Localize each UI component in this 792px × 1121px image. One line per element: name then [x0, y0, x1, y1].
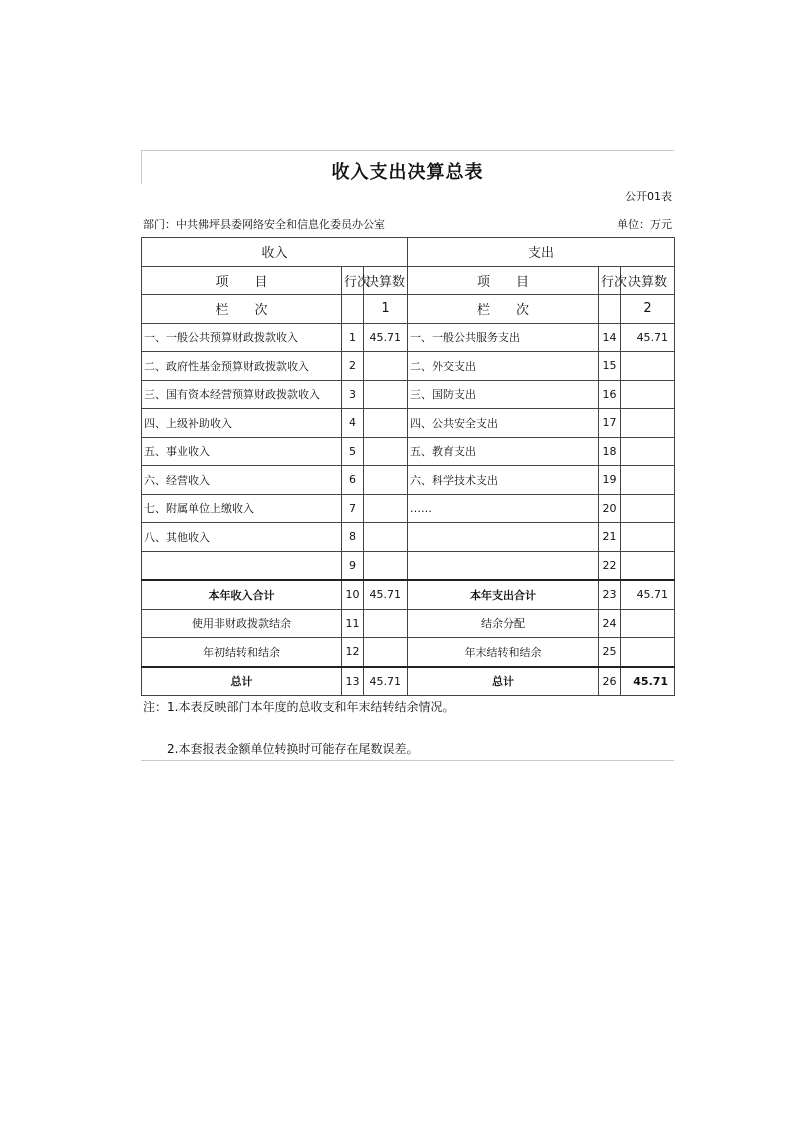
expense-item-cell: [408, 523, 599, 552]
expense-item-header: 项 目: [408, 266, 599, 295]
income-line-cell: 6: [342, 466, 364, 495]
income-item-cell: 三、国有资本经营预算财政拨款收入: [142, 380, 342, 409]
expense-amount-cell: [621, 409, 675, 438]
expense-line-cell: 20: [599, 494, 621, 523]
income-amount-cell: [364, 409, 408, 438]
summary-table: [141, 237, 675, 696]
income-line-cell: 3: [342, 380, 364, 409]
expense-line-cell: 26: [599, 667, 621, 696]
expense-column-label: 栏 次: [408, 295, 599, 324]
expense-amount-cell: [621, 609, 675, 638]
income-amount-cell: 45.71: [364, 667, 408, 696]
note-2: 2.本套报表金额单位转换时可能存在尾数误差。: [167, 742, 419, 756]
expense-line-cell: 15: [599, 352, 621, 381]
income-amount-cell: [364, 523, 408, 552]
expense-line-cell: 18: [599, 437, 621, 466]
expense-item-cell: 一、一般公共服务支出: [408, 323, 599, 352]
income-amount-cell: [364, 551, 408, 580]
top-border: [141, 150, 674, 151]
note-1: 注：1.本表反映部门本年度的总收支和年末结转结余情况。: [143, 700, 455, 714]
table-row: [142, 580, 675, 609]
income-amount-cell: 45.71: [364, 580, 408, 609]
expense-line-cell: 21: [599, 523, 621, 552]
expense-line-cell: 17: [599, 409, 621, 438]
income-line-cell: 9: [342, 551, 364, 580]
income-line-cell: 13: [342, 667, 364, 696]
expense-item-cell: 本年支出合计: [408, 580, 599, 609]
income-line-cell: 12: [342, 638, 364, 667]
table-row: [142, 667, 675, 696]
expense-amount-header: 决算数: [621, 266, 675, 295]
form-number: 公开01表: [625, 190, 672, 203]
income-amount-cell: [364, 638, 408, 667]
income-item-cell: 七、附属单位上缴收入: [142, 494, 342, 523]
header-row-column-index: [142, 295, 675, 324]
table-row: [142, 551, 675, 580]
bottom-border: [141, 760, 674, 761]
income-item-cell: 八、其他收入: [142, 523, 342, 552]
expense-item-cell: 二、外交支出: [408, 352, 599, 381]
table-body: [142, 238, 675, 696]
expense-amount-cell: 45.71: [621, 667, 675, 696]
income-line-cell: 5: [342, 437, 364, 466]
income-item-cell: 本年收入合计: [142, 580, 342, 609]
income-column-label: 栏 次: [142, 295, 342, 324]
income-item-header: 项 目: [142, 266, 342, 295]
expense-item-cell: 五、教育支出: [408, 437, 599, 466]
income-line-cell: 11: [342, 609, 364, 638]
table-row: [142, 638, 675, 667]
income-item-cell: 四、上级补助收入: [142, 409, 342, 438]
expense-line-cell: 25: [599, 638, 621, 667]
income-item-cell: 五、事业收入: [142, 437, 342, 466]
table-row: [142, 466, 675, 495]
income-line-cell: 8: [342, 523, 364, 552]
expense-item-cell: 结余分配: [408, 609, 599, 638]
income-item-cell: 总计: [142, 667, 342, 696]
income-amount-cell: [364, 494, 408, 523]
table-row: [142, 380, 675, 409]
expense-line-cell: 22: [599, 551, 621, 580]
income-line-cell: 2: [342, 352, 364, 381]
expense-item-cell: 总计: [408, 667, 599, 696]
report-sheet: [141, 150, 674, 761]
table-row: [142, 609, 675, 638]
expense-item-cell: [408, 551, 599, 580]
income-header: 收入: [142, 238, 408, 267]
expense-item-cell: 年末结转和结余: [408, 638, 599, 667]
header-row-sections: [142, 238, 675, 267]
income-amount-header: 决算数: [364, 266, 408, 295]
income-amount-cell: [364, 437, 408, 466]
expense-line-cell: 19: [599, 466, 621, 495]
expense-column-number: 2: [621, 295, 675, 324]
income-line-cell: 4: [342, 409, 364, 438]
income-item-cell: 二、政府性基金预算财政拨款收入: [142, 352, 342, 381]
income-item-cell: [142, 551, 342, 580]
income-amount-cell: 45.71: [364, 323, 408, 352]
expense-item-cell: 三、国防支出: [408, 380, 599, 409]
report-title: 收入支出决算总表: [331, 162, 484, 183]
income-amount-cell: [364, 380, 408, 409]
income-column-blank: [342, 295, 364, 324]
table-row: [142, 352, 675, 381]
expense-amount-cell: [621, 638, 675, 667]
header-row-columns: [142, 266, 675, 295]
expense-amount-cell: 45.71: [621, 580, 675, 609]
income-amount-cell: [364, 352, 408, 381]
expense-amount-cell: [621, 380, 675, 409]
table-row: [142, 409, 675, 438]
income-line-header: 行次: [342, 266, 364, 295]
department-label: 部门：中共佛坪县委网络安全和信息化委员办公室: [143, 218, 385, 231]
table-row: [142, 523, 675, 552]
expense-amount-cell: [621, 437, 675, 466]
expense-amount-cell: [621, 523, 675, 552]
income-line-cell: 1: [342, 323, 364, 352]
expense-amount-cell: [621, 352, 675, 381]
expense-line-cell: 14: [599, 323, 621, 352]
income-item-cell: 一、一般公共预算财政拨款收入: [142, 323, 342, 352]
expense-amount-cell: [621, 466, 675, 495]
income-column-number: 1: [364, 295, 408, 324]
expense-line-cell: 23: [599, 580, 621, 609]
expense-column-blank: [599, 295, 621, 324]
unit-label: 单位：万元: [617, 218, 672, 231]
income-amount-cell: [364, 466, 408, 495]
table-row: [142, 437, 675, 466]
expense-amount-cell: 45.71: [621, 323, 675, 352]
expense-line-cell: 16: [599, 380, 621, 409]
income-item-cell: 使用非财政拨款结余: [142, 609, 342, 638]
expense-header: 支出: [408, 238, 675, 267]
expense-item-cell: 四、公共安全支出: [408, 409, 599, 438]
table-row: [142, 323, 675, 352]
income-line-cell: 7: [342, 494, 364, 523]
income-line-cell: 10: [342, 580, 364, 609]
income-item-cell: 年初结转和结余: [142, 638, 342, 667]
expense-amount-cell: [621, 494, 675, 523]
table-row: [142, 494, 675, 523]
income-item-cell: 六、经营收入: [142, 466, 342, 495]
expense-line-header: 行次: [599, 266, 621, 295]
income-amount-cell: [364, 609, 408, 638]
expense-item-cell: ……: [408, 494, 599, 523]
expense-item-cell: 六、科学技术支出: [408, 466, 599, 495]
expense-line-cell: 24: [599, 609, 621, 638]
expense-amount-cell: [621, 551, 675, 580]
